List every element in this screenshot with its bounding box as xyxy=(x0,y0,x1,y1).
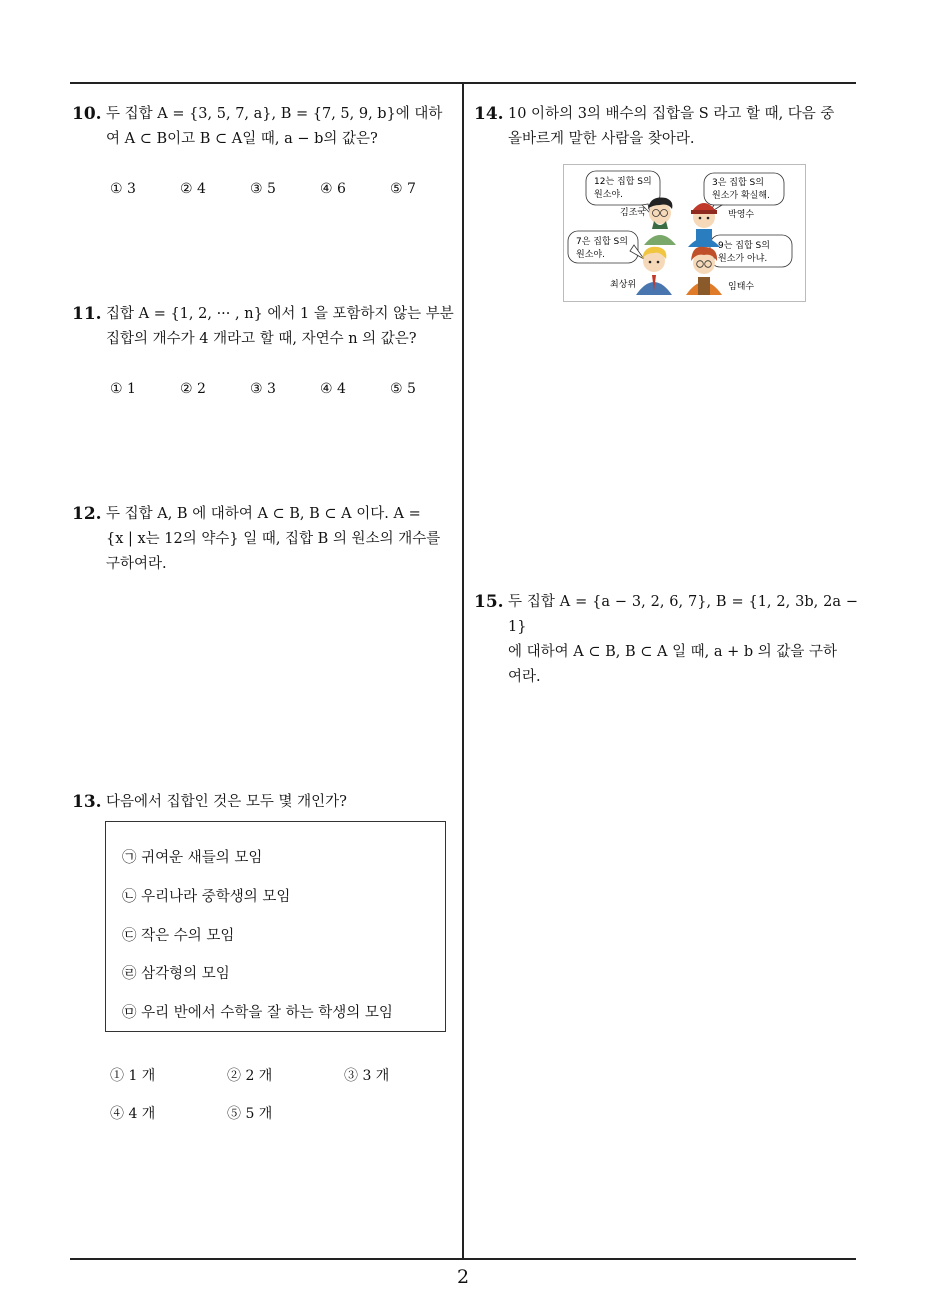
svg-text:원소가 아냐.: 원소가 아냐. xyxy=(718,254,768,264)
statement-item: ㉣ 삼각형의 모임 xyxy=(122,966,230,982)
question-13 xyxy=(72,790,456,815)
speech-bubble xyxy=(704,173,784,213)
speech-bubble xyxy=(702,235,792,267)
option-2[interactable]: ② 4 xyxy=(180,181,206,197)
svg-text:9는 집합 S의: 9는 집합 S의 xyxy=(718,241,770,251)
student-name: 최상위 xyxy=(610,280,637,290)
page-number: 2 xyxy=(456,1266,470,1288)
option-5[interactable]: ⑤ 5 개 xyxy=(227,1106,273,1122)
question-10 xyxy=(72,102,456,152)
question-text: 집합 A = {1, 2, ··· , n} 에서 1 을 포함하지 않는 부분 집합의 개수가 4 개라고 할 때, 자연수 n 의 값은? xyxy=(106,306,454,347)
statement-item: ㉢ 작은 수의 모임 xyxy=(122,928,235,944)
q14-illustration xyxy=(563,164,806,302)
illustration-svg xyxy=(564,165,805,301)
student-figure xyxy=(636,247,672,295)
student-name: 박영수 xyxy=(728,210,755,220)
option-4[interactable]: ④ 4 xyxy=(320,381,346,397)
q13-statement-box xyxy=(105,821,446,1032)
question-text: 10 이하의 3의 배수의 집합을 S 라고 할 때, 다음 중 올바르게 말한 사람을 찾아라. xyxy=(508,106,835,147)
question-number: 10. xyxy=(72,104,102,124)
question-text: 두 집합 A, B 에 대하여 A ⊂ B, B ⊂ A 이다. A = {x | x는 12의 약수} 일 때, 집합 B 의 원소의 개수를 구하여라. xyxy=(106,506,441,572)
option-3[interactable]: ③ 3 개 xyxy=(344,1068,390,1084)
question-text: 두 집합 A = {3, 5, 7, a}, B = {7, 5, 9, b}에 대하 여 A ⊂ B이고 B ⊂ A일 때, a − b의 값은? xyxy=(106,106,443,147)
option-2[interactable]: ② 2 xyxy=(180,381,206,397)
svg-text:12는 집합 S의: 12는 집합 S의 xyxy=(594,177,652,187)
question-number: 15. xyxy=(474,592,504,612)
question-number: 14. xyxy=(474,104,504,124)
option-5[interactable]: ⑤ 7 xyxy=(390,181,416,197)
question-12 xyxy=(72,502,456,577)
option-1[interactable]: ① 3 xyxy=(110,181,136,197)
svg-text:원소야.: 원소야. xyxy=(594,190,623,200)
question-number: 13. xyxy=(72,792,102,812)
question-text: 다음에서 집합인 것은 모두 몇 개인가? xyxy=(106,794,347,810)
option-5[interactable]: ⑤ 5 xyxy=(390,381,416,397)
question-text: 두 집합 A = {a − 3, 2, 6, 7}, B = {1, 2, 3b, 2a − 1} 에 대하여 A ⊂ B, B ⊂ A 일 때, a + b 의 값을 구하 여라. xyxy=(508,594,858,685)
svg-text:원소야.: 원소야. xyxy=(576,250,605,260)
svg-text:7은 집합 S의: 7은 집합 S의 xyxy=(576,237,628,247)
question-15 xyxy=(474,590,858,690)
column-divider xyxy=(462,83,464,1259)
statement-item: ㉡ 우리나라 중학생의 모임 xyxy=(122,889,291,905)
option-1[interactable]: ① 1 xyxy=(110,381,136,397)
statement-item: ㉠ 귀여운 새들의 모임 xyxy=(122,850,263,866)
bottom-rule xyxy=(70,1258,856,1260)
svg-text:3은 집합 S의: 3은 집합 S의 xyxy=(712,178,764,188)
option-1[interactable]: ① 1 개 xyxy=(110,1068,156,1084)
question-number: 12. xyxy=(72,504,102,524)
statement-item: ㉤ 우리 반에서 수학을 잘 하는 학생의 모임 xyxy=(122,1005,393,1021)
student-name: 임태수 xyxy=(728,282,755,292)
question-11 xyxy=(72,302,456,352)
svg-text:원소가 확실해.: 원소가 확실해. xyxy=(712,191,770,201)
option-2[interactable]: ② 2 개 xyxy=(227,1068,273,1084)
question-number: 11. xyxy=(72,304,102,324)
option-4[interactable]: ④ 4 개 xyxy=(110,1106,156,1122)
student-name: 김조국 xyxy=(620,208,647,218)
question-14 xyxy=(474,102,858,152)
speech-bubble xyxy=(568,231,644,263)
option-3[interactable]: ③ 3 xyxy=(250,381,276,397)
option-3[interactable]: ③ 5 xyxy=(250,181,276,197)
option-4[interactable]: ④ 6 xyxy=(320,181,346,197)
